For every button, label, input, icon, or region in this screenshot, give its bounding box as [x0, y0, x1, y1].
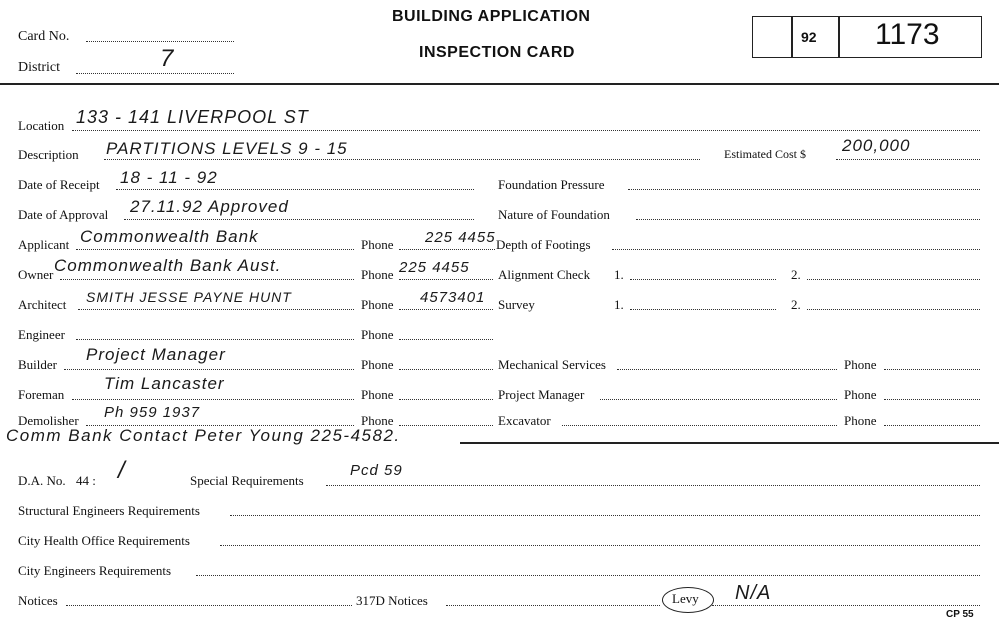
survey-label: Survey: [498, 297, 535, 312]
special-requirements-label: Special Requirements: [190, 473, 304, 488]
date-approval-field[interactable]: [124, 219, 474, 220]
date-approval-label: Date of Approval: [18, 207, 109, 222]
architect-value: SMITH JESSE PAYNE HUNT: [86, 289, 292, 305]
applicant-field[interactable]: [76, 249, 354, 250]
levy-label: Levy: [672, 591, 699, 606]
demolisher-phone-field[interactable]: [399, 425, 493, 426]
description-field[interactable]: [104, 159, 700, 160]
location-field[interactable]: [72, 130, 980, 131]
project-manager-field[interactable]: [600, 399, 837, 400]
architect-field[interactable]: [78, 309, 354, 310]
box-divider-1: [791, 17, 793, 57]
district-field[interactable]: [76, 73, 234, 74]
description-label: Description: [18, 147, 79, 162]
owner-phone-label: Phone: [361, 267, 394, 282]
owner-phone-value: 225 4455: [399, 259, 470, 276]
engineer-field[interactable]: [76, 339, 354, 340]
owner-phone-field[interactable]: [399, 279, 493, 280]
nature-foundation-label: Nature of Foundation: [498, 207, 610, 222]
engineer-phone-label: Phone: [361, 327, 394, 342]
project-manager-phone-label: Phone: [844, 387, 877, 402]
project-manager-phone-field[interactable]: [884, 399, 980, 400]
form-code: CP 55: [946, 609, 974, 620]
excavator-field[interactable]: [562, 425, 837, 426]
special-requirements-value: Pcd 59: [350, 462, 403, 479]
notices-label: Notices: [18, 593, 58, 608]
foreman-label: Foreman: [18, 387, 65, 402]
box-number: 1173: [875, 18, 940, 51]
survey-num-2: 2.: [791, 297, 801, 312]
da-no-label: D.A. No.: [18, 473, 66, 488]
applicant-phone-field[interactable]: [399, 249, 495, 250]
foundation-pressure-field[interactable]: [628, 189, 980, 190]
nature-foundation-field[interactable]: [636, 219, 980, 220]
description-value: PARTITIONS LEVELS 9 - 15: [106, 139, 348, 158]
applicant-label: Applicant: [18, 237, 70, 252]
builder-value: Project Manager: [86, 345, 226, 364]
project-manager-label: Project Manager: [498, 387, 585, 402]
alignment-check-2-field[interactable]: [807, 279, 980, 280]
notices-field[interactable]: [66, 605, 352, 606]
structural-engineers-field[interactable]: [230, 515, 980, 516]
applicant-phone-label: Phone: [361, 237, 394, 252]
box-divider-2: [838, 17, 840, 57]
foreman-phone-label: Phone: [361, 387, 394, 402]
builder-field[interactable]: [64, 369, 354, 370]
architect-phone-label: Phone: [361, 297, 394, 312]
special-requirements-field[interactable]: [326, 485, 980, 486]
title-line-2: INSPECTION CARD: [419, 44, 575, 61]
depth-footings-field[interactable]: [612, 249, 980, 250]
survey-1-field[interactable]: [630, 309, 776, 310]
city-health-field[interactable]: [220, 545, 980, 546]
estimated-cost-label: Estimated Cost $: [724, 147, 806, 161]
foundation-pressure-label: Foundation Pressure: [498, 177, 605, 192]
builder-label: Builder: [18, 357, 57, 372]
foreman-value: Tim Lancaster: [104, 374, 225, 393]
notices-317d-label: 317D Notices: [356, 593, 428, 608]
excavator-phone-field[interactable]: [884, 425, 980, 426]
foreman-phone-field[interactable]: [399, 399, 493, 400]
city-engineers-field[interactable]: [196, 575, 980, 576]
owner-value: Commonwealth Bank Aust.: [54, 256, 282, 275]
levy-field[interactable]: [712, 605, 980, 606]
contact-note: Comm Bank Contact Peter Young 225-4582.: [6, 426, 401, 445]
card-number-box: [752, 16, 982, 58]
alignment-num-1: 1.: [614, 267, 624, 282]
notices-317d-field[interactable]: [446, 605, 660, 606]
district-label: District: [18, 60, 60, 75]
architect-phone-field[interactable]: [399, 309, 493, 310]
city-health-label: City Health Office Requirements: [18, 533, 190, 548]
survey-2-field[interactable]: [807, 309, 980, 310]
owner-label: Owner: [18, 267, 54, 282]
location-value: 133 - 141 LIVERPOOL ST: [76, 107, 309, 127]
builder-phone-label: Phone: [361, 357, 394, 372]
date-receipt-field[interactable]: [116, 189, 474, 190]
card-no-field[interactable]: [86, 41, 234, 42]
foreman-field[interactable]: [72, 399, 354, 400]
card-no-label: Card No.: [18, 29, 70, 44]
demolisher-label: Demolisher: [18, 413, 79, 428]
date-receipt-value: 18 - 11 - 92: [120, 168, 218, 187]
title-line-1: BUILDING APPLICATION: [392, 8, 591, 25]
excavator-phone-label: Phone: [844, 413, 877, 428]
estimated-cost-value: 200,000: [842, 136, 911, 155]
district-value: 7: [160, 45, 175, 72]
date-receipt-label: Date of Receipt: [18, 177, 100, 192]
owner-field[interactable]: [60, 279, 354, 280]
section-rule: [460, 442, 999, 444]
mechanical-services-field[interactable]: [617, 369, 837, 370]
architect-phone-value: 4573401: [420, 289, 486, 306]
header-rule: [0, 83, 999, 85]
survey-num-1: 1.: [614, 297, 624, 312]
demolisher-value: Ph 959 1937: [104, 404, 201, 421]
levy-value: N/A: [735, 582, 772, 604]
mechanical-phone-label: Phone: [844, 357, 877, 372]
excavator-label: Excavator: [498, 413, 551, 428]
engineer-label: Engineer: [18, 327, 65, 342]
alignment-check-1-field[interactable]: [630, 279, 776, 280]
da-no-value: 44 :: [76, 473, 96, 488]
alignment-num-2: 2.: [791, 267, 801, 282]
alignment-check-label: Alignment Check: [498, 267, 591, 282]
da-no-hand: /: [118, 457, 126, 484]
applicant-value: Commonwealth Bank: [80, 227, 259, 246]
demolisher-phone-label: Phone: [361, 413, 394, 428]
builder-phone-field[interactable]: [399, 369, 493, 370]
depth-footings-label: Depth of Footings: [496, 237, 591, 252]
date-approval-value: 27.11.92 Approved: [130, 197, 289, 216]
city-engineers-label: City Engineers Requirements: [18, 563, 172, 578]
box-year: 92: [801, 29, 817, 45]
location-label: Location: [18, 118, 65, 133]
architect-label: Architect: [18, 297, 67, 312]
estimated-cost-field[interactable]: [836, 159, 980, 160]
mechanical-phone-field[interactable]: [884, 369, 980, 370]
engineer-phone-field[interactable]: [399, 339, 493, 340]
structural-engineers-label: Structural Engineers Requirements: [18, 503, 200, 518]
applicant-phone-value: 225 4455: [425, 229, 496, 246]
mechanical-services-label: Mechanical Services: [498, 357, 606, 372]
